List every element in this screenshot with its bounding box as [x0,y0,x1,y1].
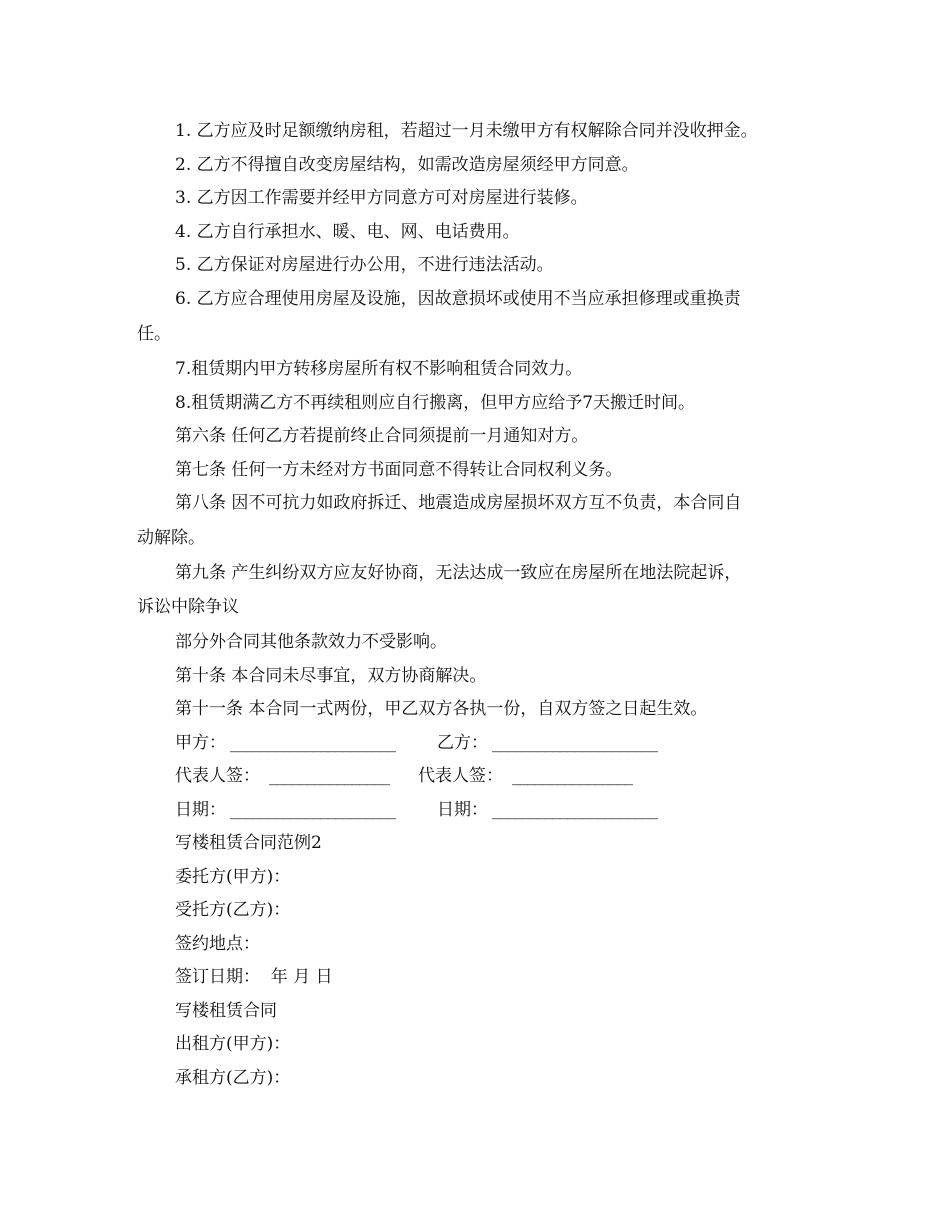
clause-text: 动解除。 [137,528,205,548]
clause-text: 6. 乙方应合理使用房屋及设施，因故意损坏或使用不当应承担修理或重换责 [175,289,741,309]
date-a-label: 日期： [175,800,226,820]
clause-text: 第十条 本合同未尽事宜，双方协商解决。 [175,666,487,686]
entrusting-party-label: 委托方(甲方)： [175,867,291,887]
party-a-label: 甲方： [175,733,226,753]
example-heading: 写楼租赁合同范例2 [175,833,322,853]
clause-text: 诉讼中除争议 [137,597,239,617]
clause-text: 5. 乙方保证对房屋进行办公用，不进行违法活动。 [175,255,554,275]
date-b-line: ______________________ [492,800,657,820]
lessor-label: 出租方(甲方)： [175,1034,291,1054]
clause-text: 3. 乙方因工作需要并经甲方同意方可对房屋进行装修。 [175,188,588,208]
clause-text: 任。 [137,324,171,344]
clause-text: 第六条 任何乙方若提前终止合同须提前一月通知对方。 [175,426,589,446]
clause-text: 部分外合同其他条款效力不受影响。 [175,632,447,652]
clause-text: 7.租赁期内甲方转移房屋所有权不影响租赁合同效力。 [175,359,583,379]
clause-text: 8.租赁期满乙方不再续租则应自行搬离，但甲方应给予7天搬迁时间。 [175,393,696,413]
party-b-signature-line: ______________________ [492,733,657,753]
clause-text: 2. 乙方不得擅自改变房屋结构，如需改造房屋须经甲方同意。 [175,155,639,175]
rep-b-label: 代表人签： [418,766,503,786]
clause-text: 第九条 产生纠纷双方应友好协商，无法达成一致应在房屋所在地法院起诉， [175,563,742,583]
party-a-signature-line: ______________________ [230,733,395,753]
clause-text: 1. 乙方应及时足额缴纳房租，若超过一月未缴甲方有权解除合同并没收押金。 [175,121,758,141]
rep-b-signature-line: ________________ [512,766,632,786]
lessee-label: 承租方(乙方)： [175,1068,291,1088]
contract-title: 写楼租赁合同 [175,1001,277,1021]
rep-a-signature-line: ________________ [269,766,389,786]
signing-date-label: 签订日期： 年 月 日 [175,967,333,987]
clause-text: 第八条 因不可抗力如政府拆迁、地震造成房屋损坏双方互不负责，本合同自 [175,493,742,513]
party-b-label: 乙方： [437,733,488,753]
clause-text: 第七条 任何一方未经对方书面同意不得转让合同权利义务。 [175,460,623,480]
rep-a-label: 代表人签： [175,766,260,786]
clause-text: 第十一条 本合同一式两份，甲乙双方各执一份，自双方签之日起生效。 [175,699,708,719]
clause-text: 4. 乙方自行承担水、暖、电、网、电话费用。 [175,222,520,242]
signing-place-label: 签约地点： [175,934,260,954]
date-b-label: 日期： [437,800,488,820]
entrusted-party-label: 受托方(乙方)： [175,900,291,920]
date-a-line: ______________________ [230,800,395,820]
